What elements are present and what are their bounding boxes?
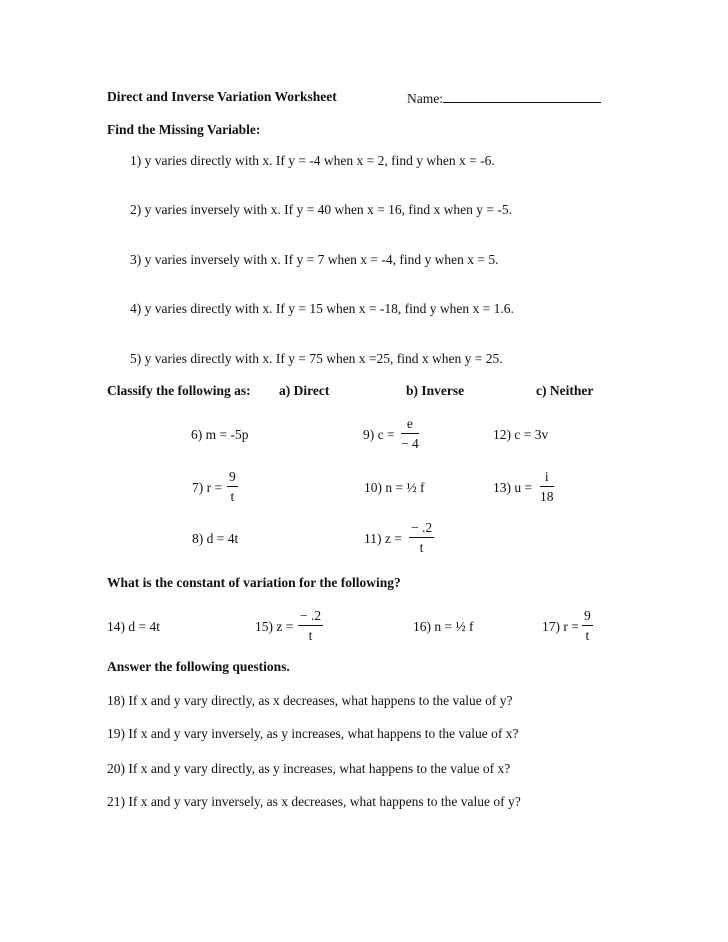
problem-7-numerator: 9 xyxy=(227,470,238,487)
option-direct: a) Direct xyxy=(279,383,330,398)
problem-15-numerator: − .2 xyxy=(298,609,323,626)
problem-11-label: 11) z = xyxy=(364,531,402,546)
worksheet-title: Direct and Inverse Variation Worksheet xyxy=(107,89,337,104)
problem-9-numerator: e xyxy=(401,417,419,434)
problem-16: 16) n = ½ f xyxy=(413,619,474,634)
problem-7-label: 7) r = xyxy=(192,480,223,495)
problem-10: 10) n = ½ f xyxy=(364,480,425,495)
problem-13-fraction xyxy=(540,470,554,503)
problem-11-fraction xyxy=(409,521,434,554)
question-21: 21) If x and y vary inversely, as x decreases, what happens to the value of y? xyxy=(107,794,521,809)
section-heading-constant: What is the constant of variation for the following? xyxy=(107,575,401,590)
problem-9-label: 9) c = xyxy=(363,427,395,442)
problem-15-label: 15) z = xyxy=(255,619,294,634)
problem-15-denominator: t xyxy=(308,627,313,643)
problem-3: 3) y varies inversely with x. If y = 7 when x = -4, find y when x = 5. xyxy=(130,252,499,267)
section-heading-missing-variable: Find the Missing Variable: xyxy=(107,122,261,137)
problem-7-denominator: t xyxy=(230,488,235,504)
question-18: 18) If x and y vary directly, as x decreases, what happens to the value of y? xyxy=(107,693,513,708)
problem-17-fraction xyxy=(582,609,593,642)
problem-7-fraction xyxy=(227,470,238,503)
problem-11-denominator: t xyxy=(419,539,424,555)
section-heading-classify: Classify the following as: xyxy=(107,383,251,398)
name-blank-line xyxy=(443,90,601,103)
option-inverse: b) Inverse xyxy=(406,383,465,398)
problem-13-numerator: i xyxy=(540,470,554,487)
problem-17-numerator: 9 xyxy=(582,609,593,626)
problem-17-label: 17) r = xyxy=(542,619,579,634)
problem-13-label: 13) u = xyxy=(493,480,533,495)
problem-9-denominator: − 4 xyxy=(401,435,419,451)
problem-12: 12) c = 3v xyxy=(493,427,549,442)
name-label: Name: xyxy=(407,91,443,106)
problem-4: 4) y varies directly with x. If y = 15 when x = -18, find y when x = 1.6. xyxy=(130,301,514,316)
problem-9-fraction xyxy=(401,417,419,450)
problem-17-denominator: t xyxy=(585,627,590,643)
problem-6: 6) m = -5p xyxy=(191,427,249,442)
problem-2: 2) y varies inversely with x. If y = 40 when x = 16, find x when y = -5. xyxy=(130,202,513,217)
option-neither: c) Neither xyxy=(536,383,594,398)
question-19: 19) If x and y vary inversely, as y increases, what happens to the value of x? xyxy=(107,726,519,741)
problem-11-numerator: − .2 xyxy=(409,521,434,538)
question-20: 20) If x and y vary directly, as y increases, what happens to the value of x? xyxy=(107,761,511,776)
problem-13-denominator: 18 xyxy=(540,488,554,504)
section-heading-answer: Answer the following questions. xyxy=(107,659,290,674)
problem-1: 1) y varies directly with x. If y = -4 when x = 2, find y when x = -6. xyxy=(130,153,495,168)
problem-8: 8) d = 4t xyxy=(192,531,239,546)
problem-5: 5) y varies directly with x. If y = 75 when x =25, find x when y = 25. xyxy=(130,351,503,366)
problem-14: 14) d = 4t xyxy=(107,619,160,634)
name-field xyxy=(407,90,601,106)
problem-15-fraction xyxy=(298,609,323,642)
